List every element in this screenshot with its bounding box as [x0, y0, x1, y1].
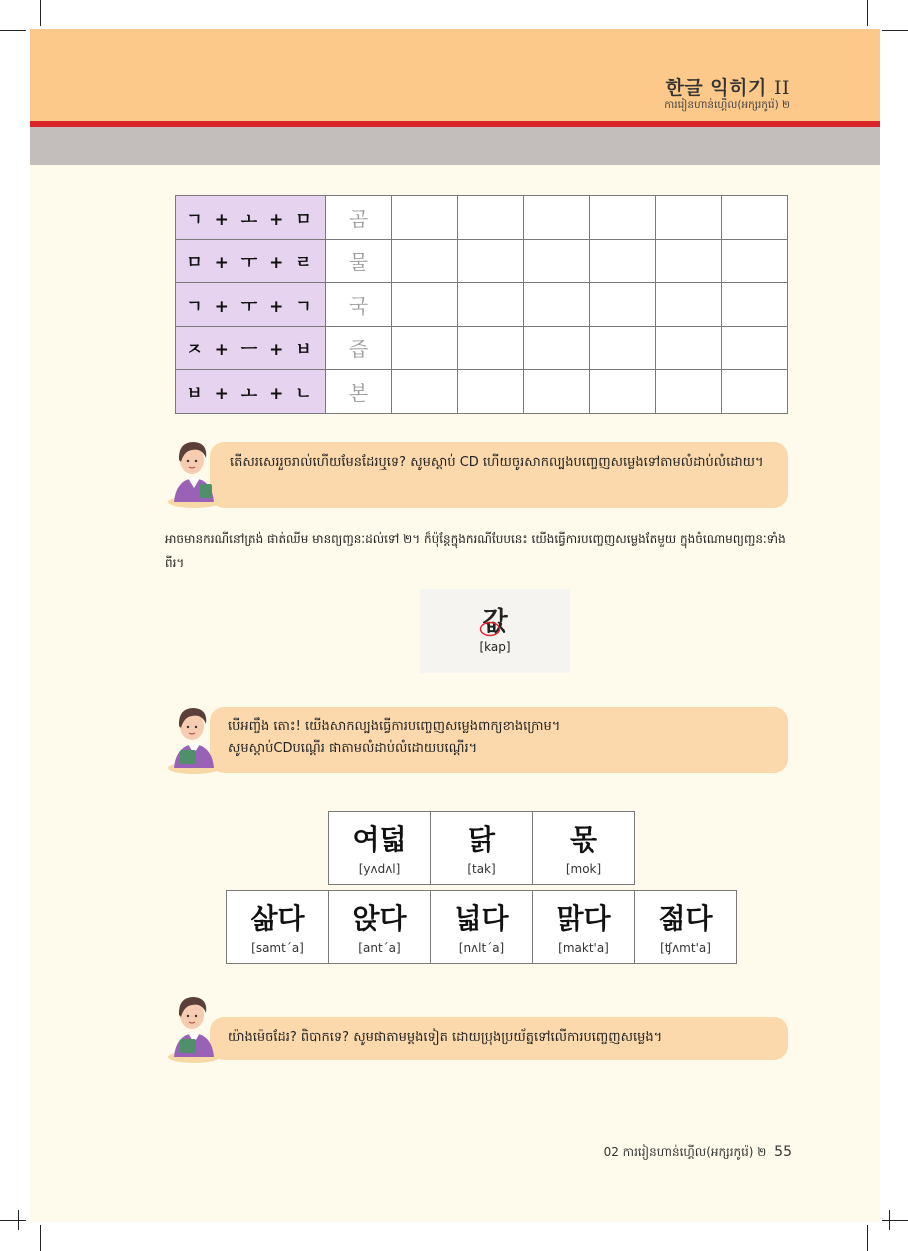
- writing-box[interactable]: [722, 239, 788, 283]
- table-row: [176, 196, 788, 240]
- table-row: [329, 812, 635, 885]
- writing-box[interactable]: [458, 370, 524, 414]
- word-hangul: 젊다: [658, 902, 713, 935]
- word-pronunciation: [ant΄a]: [358, 941, 401, 955]
- page-title: [665, 73, 790, 100]
- page-number: 55: [774, 1144, 792, 1160]
- writing-box[interactable]: [458, 326, 524, 370]
- writing-box[interactable]: [458, 283, 524, 327]
- syllable-cell: 즙: [326, 326, 392, 370]
- word-hangul: 앉다: [352, 902, 407, 935]
- word-pronunciation: [yʌdʌl]: [358, 862, 401, 876]
- writing-box[interactable]: [656, 283, 722, 327]
- word-pronunciation: [mok]: [565, 862, 602, 876]
- word-pronunciation: [ʧʌmt'a]: [660, 941, 711, 955]
- bubble-line-2: សូមស្ដាប់CDបណ្ដើរ ផាតាមលំដាប់លំដោយបណ្ដើរ។: [228, 741, 478, 756]
- word-cell: [635, 891, 737, 964]
- writing-box[interactable]: [524, 370, 590, 414]
- writing-box[interactable]: [524, 326, 590, 370]
- crop-mark: [18, 1210, 19, 1230]
- title-korean: 한글 익히기: [665, 77, 767, 99]
- writing-box[interactable]: [722, 370, 788, 414]
- table-row: [176, 370, 788, 414]
- syllable-cell: 물: [326, 239, 392, 283]
- table-row: [176, 326, 788, 370]
- example-romanization: [kap]: [479, 640, 511, 654]
- word-cell: [431, 891, 533, 964]
- crop-mark: [882, 30, 908, 31]
- word-hangul: 넓다: [454, 902, 509, 935]
- word-hangul: 닭: [467, 823, 496, 856]
- writing-box[interactable]: [392, 326, 458, 370]
- bubble-text: យ៉ាងម៉េចដែរ? ពិបាកទេ? សូមផាតាមម្ដងទៀត ដោយប្រុងប្រយ័ត្នទៅលើការបញ្ចេញសម្លេង។: [228, 1030, 663, 1045]
- syllable-cell: 곰: [326, 196, 392, 240]
- writing-box[interactable]: [458, 239, 524, 283]
- word-hangul: 맑다: [556, 902, 611, 935]
- writing-box[interactable]: [722, 326, 788, 370]
- word-cell: [533, 891, 635, 964]
- writing-box[interactable]: [722, 283, 788, 327]
- formula-cell: ㄱ + ㅜ + ㄱ: [176, 283, 326, 327]
- writing-box[interactable]: [524, 283, 590, 327]
- formula-cell: ㄱ + ㅗ + ㅁ: [176, 196, 326, 240]
- crop-mark: [889, 1210, 890, 1230]
- page-footer: [604, 1144, 792, 1162]
- writing-box[interactable]: [392, 196, 458, 240]
- writing-box[interactable]: [392, 283, 458, 327]
- speech-bubble: [210, 707, 788, 773]
- word-hangul: 몫: [569, 823, 598, 856]
- word-cell: [533, 812, 635, 885]
- crop-mark: [867, 0, 868, 26]
- word-hangul: 삶다: [250, 902, 305, 935]
- explanation-paragraph: អាចមានករណីនៅត្រង់ ផាត់ឈីម មានព្យញ្ជនៈដល់ទៅ ២។ ក៏ប៉ុន្តែក្នុងករណីបែបនេះ យើងធ្វើការបញ្ចេញសម្លេងតែមួយ ក្នុងចំណោមព្យញ្ជនៈទាំងពីរ។: [165, 532, 786, 570]
- writing-box[interactable]: [590, 370, 656, 414]
- writing-box[interactable]: [524, 196, 590, 240]
- table-row: [176, 283, 788, 327]
- word-pronunciation: [tak]: [467, 862, 496, 876]
- formula-cell: ㅁ + ㅜ + ㄹ: [176, 239, 326, 283]
- word-cell: [227, 891, 329, 964]
- word-cell: [431, 812, 533, 885]
- word-pronunciation: [samt΄a]: [251, 941, 304, 955]
- circle-highlight-icon: [479, 621, 501, 637]
- title-roman-numeral: II: [773, 77, 790, 99]
- example-hangul: 값: [482, 607, 508, 637]
- table-row: [176, 239, 788, 283]
- page-subtitle: ការរៀនហាន់ហ្គើល(អក្សរកូរ៉េ) ២: [664, 99, 790, 111]
- bubble-line-1: បើអញ្ចឹង តោះ! យើងសាកល្បងធ្វើការបញ្ចេញសម្លេងពាក្យខាងក្រោម។: [228, 719, 561, 734]
- word-pronunciation: [makt'a]: [558, 941, 609, 955]
- writing-box[interactable]: [590, 283, 656, 327]
- example-box: [420, 589, 570, 673]
- crop-mark: [0, 1220, 26, 1221]
- speech-bubble: [210, 1017, 788, 1060]
- teacher-avatar-icon: [166, 436, 222, 508]
- writing-box[interactable]: [590, 196, 656, 240]
- word-hangul: 여덟: [352, 823, 407, 856]
- word-cell: [329, 891, 431, 964]
- writing-box[interactable]: [656, 326, 722, 370]
- bubble-text: តើសរសេររួចរាល់ហើយមែនដែរឬទេ? សូមស្ដាប់ CD ហើយចូរសាកល្បងបញ្ចេញសម្លេងទៅតាមលំដាប់លំដោយ។: [230, 455, 764, 470]
- word-cell: [329, 812, 431, 885]
- teacher-avatar-icon: [166, 991, 222, 1063]
- syllable-cell: 국: [326, 283, 392, 327]
- word-table-bottom: [226, 890, 737, 964]
- grey-band: [30, 127, 880, 165]
- example-syllable: [482, 601, 507, 638]
- writing-box[interactable]: [458, 196, 524, 240]
- writing-box[interactable]: [656, 196, 722, 240]
- crop-mark: [867, 1225, 868, 1251]
- writing-box[interactable]: [392, 239, 458, 283]
- writing-box[interactable]: [524, 239, 590, 283]
- writing-box[interactable]: [590, 239, 656, 283]
- footer-label: 02 ការរៀនហាន់ហ្គើល(អក្សរកូរ៉េ) ២: [603, 1145, 767, 1159]
- formula-cell: ㅈ + ㅡ + ㅂ: [176, 326, 326, 370]
- word-pronunciation: [nʌlt΄a]: [458, 941, 505, 955]
- writing-box[interactable]: [722, 196, 788, 240]
- crop-mark: [40, 1225, 41, 1251]
- speech-bubble: [210, 442, 788, 508]
- crop-mark: [882, 1220, 908, 1221]
- word-table-top: [328, 811, 635, 885]
- writing-box[interactable]: [656, 370, 722, 414]
- writing-box[interactable]: [656, 239, 722, 283]
- teacher-avatar-icon: [166, 702, 222, 774]
- formula-cell: ㅂ + ㅗ + ㄴ: [176, 370, 326, 414]
- writing-box[interactable]: [392, 370, 458, 414]
- crop-mark: [40, 0, 41, 26]
- syllable-cell: 본: [326, 370, 392, 414]
- table-row: [227, 891, 737, 964]
- writing-box[interactable]: [590, 326, 656, 370]
- header-band: [30, 29, 880, 121]
- practice-table: [175, 195, 788, 414]
- crop-mark: [0, 30, 26, 31]
